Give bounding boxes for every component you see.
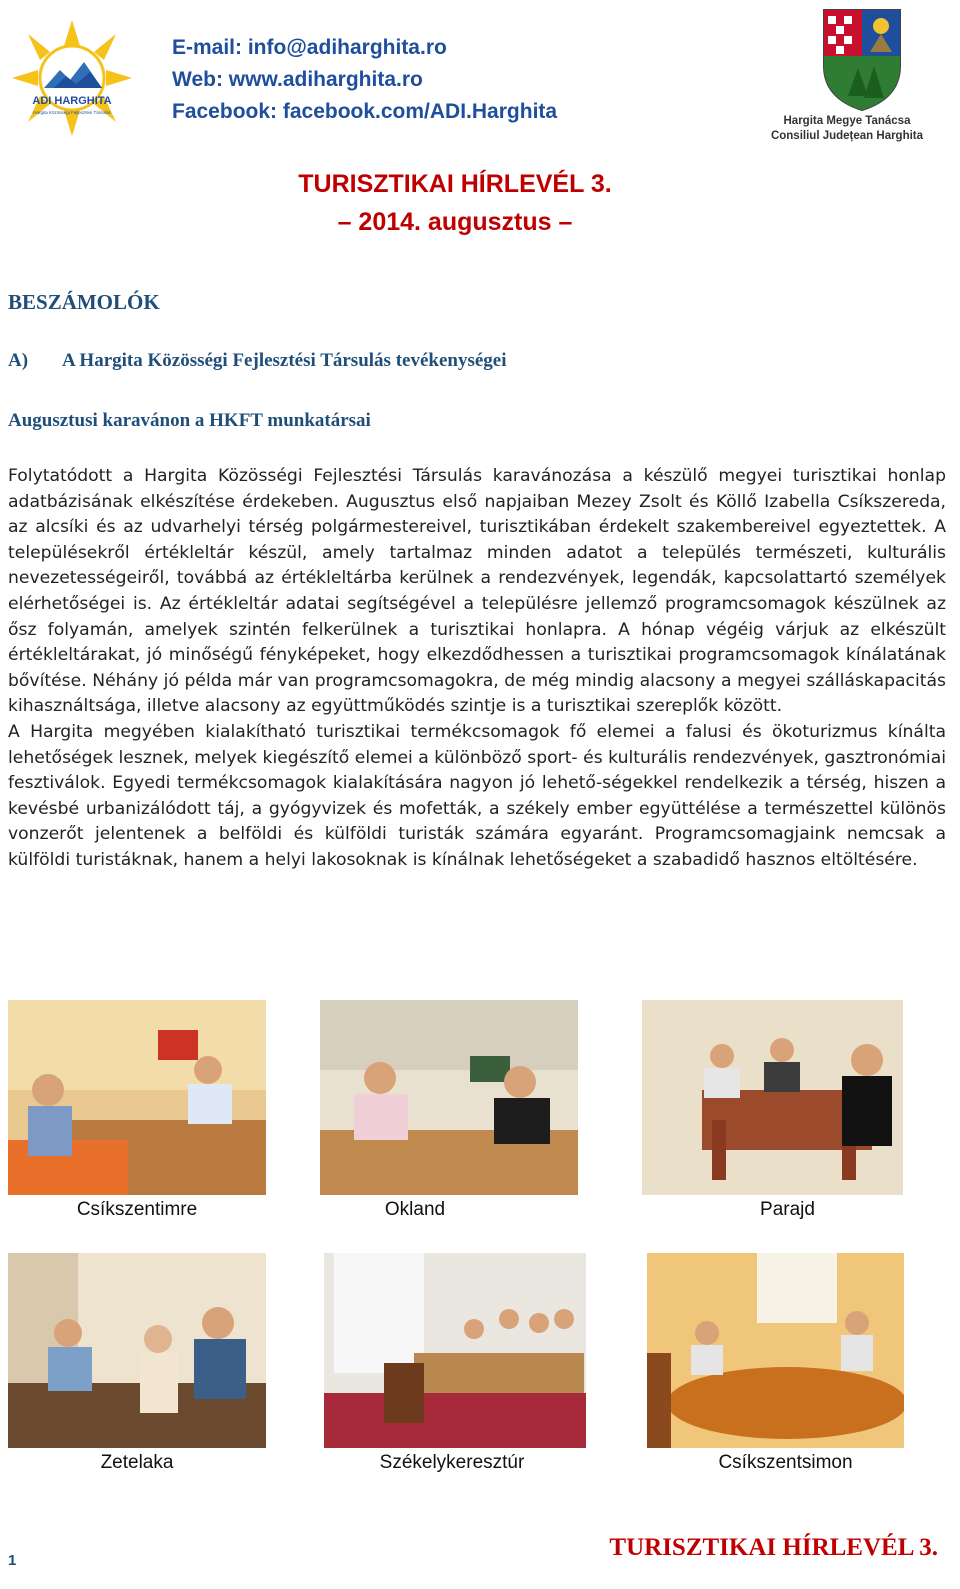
newsletter-title: TURISZTIKAI HÍRLEVÉL 3.	[298, 170, 612, 198]
contact-web[interactable]: Web: www.adiharghita.ro	[172, 68, 423, 91]
photo-caption-4: Zetelaka	[100, 1452, 174, 1473]
photo-caption-6: Csíkszentsimon	[718, 1452, 853, 1473]
article-body	[8, 464, 946, 874]
photo-meeting-4	[8, 1253, 266, 1448]
section-title: A Hargita Közösségi Fejlesztési Társulás tevékenységei	[62, 350, 507, 371]
harghita-county-crest	[818, 6, 906, 112]
council-name-hu: Hargita Megye Tanácsa	[783, 115, 911, 127]
subsection-title: Augusztusi karavánon a HKFT munkatársai	[8, 410, 371, 431]
photo-caption-2: Okland	[384, 1199, 446, 1220]
page-number: 1	[8, 1552, 17, 1569]
section-heading-reports: BESZÁMOLÓK	[8, 290, 160, 314]
photo-meeting-5	[324, 1253, 586, 1448]
photo-meeting-2	[320, 1000, 578, 1195]
contact-facebook[interactable]: Facebook: facebook.com/ADI.Harghita	[172, 100, 558, 123]
footer-title: TURISZTIKAI HÍRLEVÉL 3.	[609, 1534, 938, 1561]
contact-email[interactable]: E-mail: info@adiharghita.ro	[172, 36, 447, 59]
paragraph-2: A Hargita megyében kialakítható turisztikai termékcsomagok fő elemei a falusi és ökoturizmus kínálta lehetőségek lesznek, melyek kiegészítő elemei a különböző sport- és kulturális rendezvények, gasztronómiai fesztiválok. Egyedi termékcsomagok kialakítására nagyon jó lehető-ségekkel rendelkezik a térség, hiszen a kevésbé urbanizálódott táj, a gyógyvizek és mofetták, a székely ember együttélése a természettel különös vonzerőt jelentenek a belföldi és külföldi turisták számára egyaránt. Programcsomagjaink nemcsak a külföldi turistáknak, hanem a helyi lakosoknak is kínálnak lehetőségeket a szabadidő hasznos eltöltésére.	[8, 721, 946, 870]
logo-text: ADI HARGHITA	[32, 95, 112, 107]
adi-harghita-logo	[10, 18, 135, 138]
council-name-ro: Consiliul Județean Harghita	[770, 130, 924, 142]
newsletter-date: – 2014. augusztus –	[337, 208, 573, 236]
photo-meeting-6	[647, 1253, 904, 1448]
photo-caption-3: Parajd	[760, 1199, 815, 1220]
photo-meeting-3	[642, 1000, 903, 1195]
section-label: A)	[8, 350, 29, 371]
photo-caption-5: Székelykeresztúr	[379, 1452, 525, 1473]
photo-caption-1: Csíkszentimre	[76, 1199, 198, 1220]
logo-subtext: Hargita Közösségi Fejlesztési Társulás	[33, 110, 111, 115]
photo-meeting-1	[8, 1000, 266, 1195]
paragraph-1: Folytatódott a Hargita Közösségi Fejlesztési Társulás karavánozása a készülő megyei turisztikai honlap adatbázisának elkészítése érdekeben. Augusztus első napjaiban Mezey Zsolt és Köllő Izabella Csíkszereda, az alcsíki és az udvarhelyi térség polgármestereivel, turisztikában érdekelt szakembereivel egyeztettek. A településekről értékleltár készül, amely tartalmaz minden adatot a település természeti, kulturális nevezetességeiről, továbbá az értékleltárba kerülnek a rendezvények, legendák, kapcsolattartó személyek elérhetőségei is. Az értékleltár adatai segítségével a településre jellemző programcsomagok készülnek az ősz folyamán, amelyek szintén felkerülnek a turisztikai honlapra. A hónap végéig várjuk az elkészült értékleltárakat, jó minőségű fényképeket, hogy elkezdődhessen a turisztikai programcsomagok kínálatának bővítése. Néhány jó példa már van programcsomagokra, de még mindig alacsony a megyei szálláskapacitás kihasználtsága, illetve alacsony az együttműködés szintje is a turisztikai szereplők között.	[8, 466, 946, 717]
